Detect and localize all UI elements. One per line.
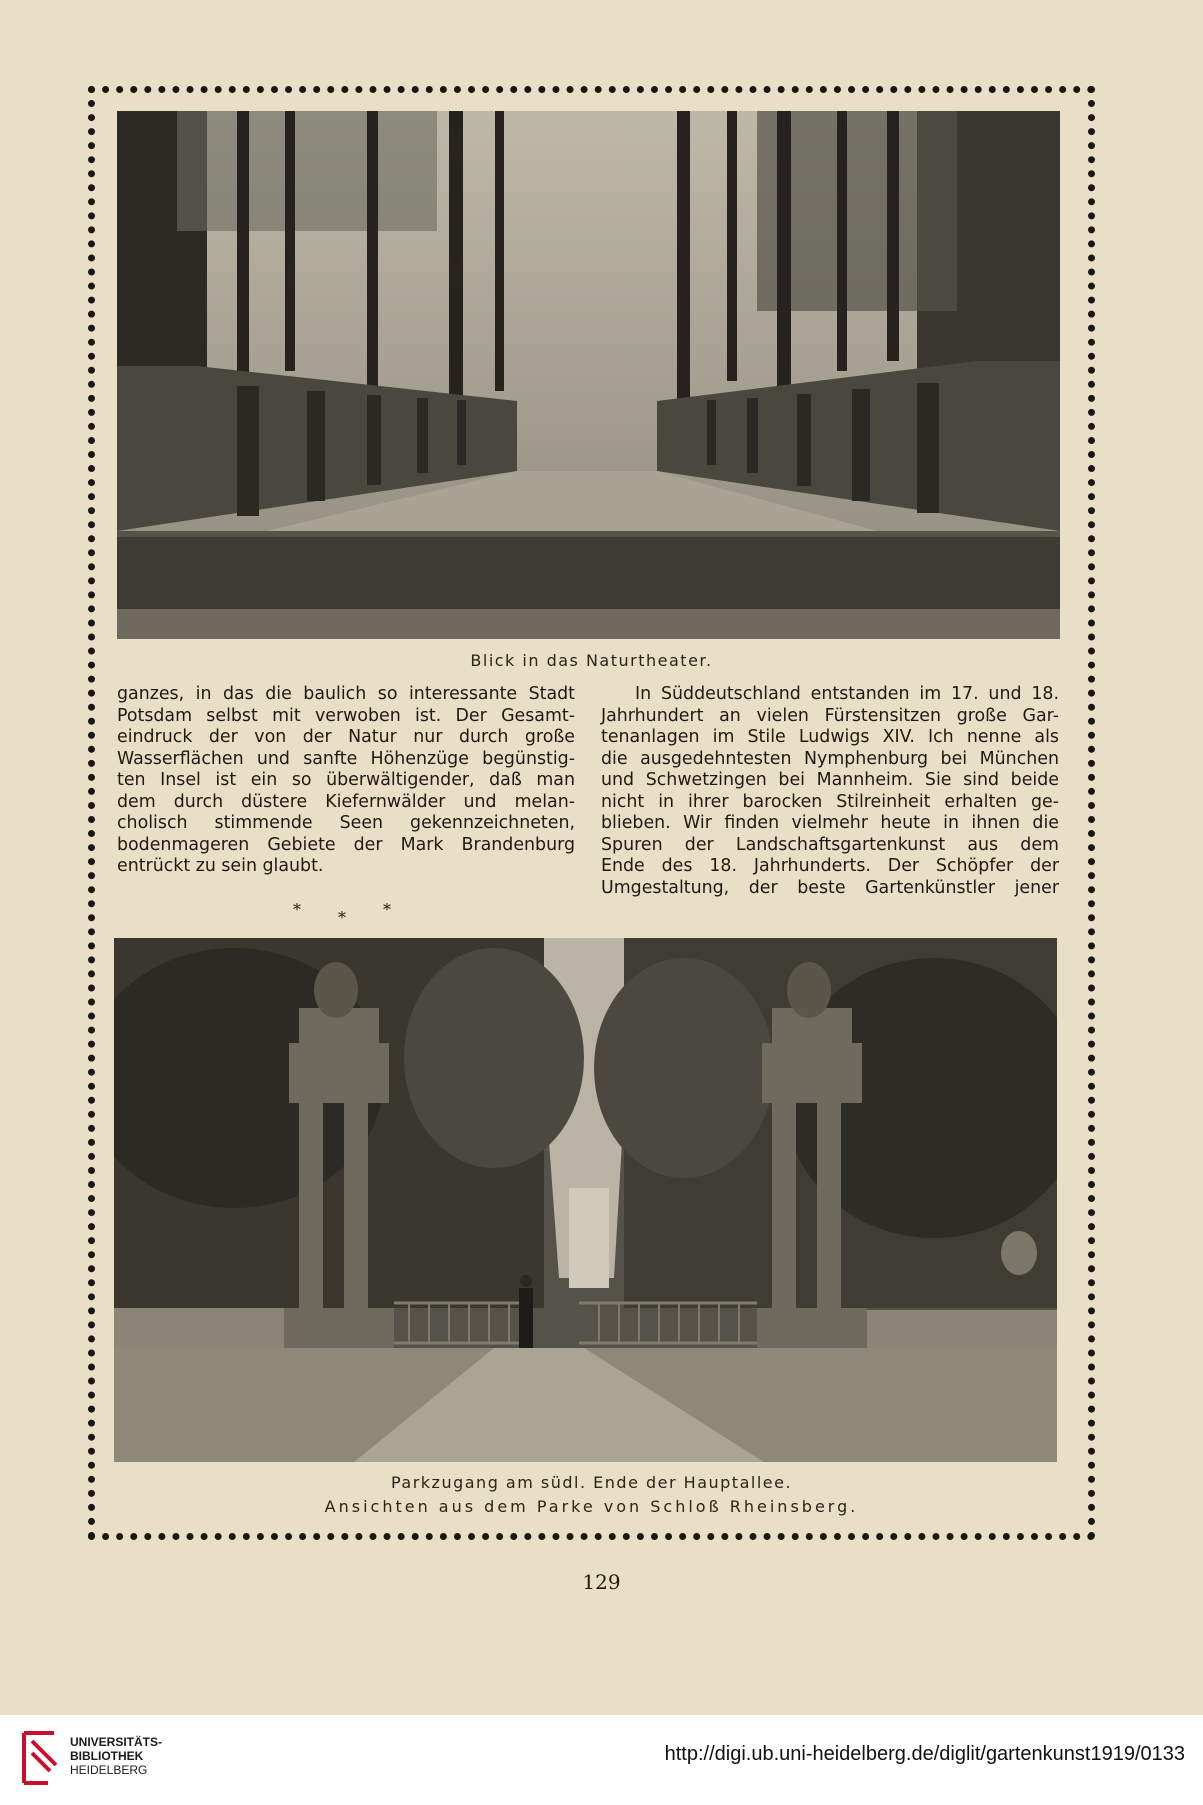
- separator-star: *: [338, 908, 346, 927]
- text-line: dem durch düstere Kiefernwälder und melan-: [117, 791, 575, 812]
- section-separator: [283, 900, 403, 927]
- library-line-2: BIBLIOTHEK: [70, 1749, 144, 1763]
- text-column-right: [601, 684, 1059, 899]
- library-line-3: HEIDELBERG: [70, 1763, 148, 1777]
- text-line: blieben. Wir finden vielmehr heute in ihnen die: [601, 813, 1059, 833]
- text-line: Potsdam selbst mit verwoben ist. Der Gesamt-: [117, 705, 575, 726]
- caption-series: Ansichten aus dem Parke von Schloß Rheinsberg.: [324, 1497, 859, 1516]
- caption-naturtheater: Blick in das Naturtheater.: [470, 651, 713, 670]
- caption-parkzugang: Parkzugang am südl. Ende der Hauptallee.: [390, 1473, 793, 1492]
- photo-naturtheater: [117, 111, 1060, 639]
- library-name: [70, 1735, 162, 1777]
- permalink-url[interactable]: http://digi.ub.uni-heidelberg.de/diglit/gartenkunst1919/0133: [664, 1743, 1185, 1765]
- text-line: Spuren der Landschaftsgartenkunst aus dem: [601, 834, 1059, 855]
- separator-star: *: [293, 900, 301, 919]
- text-line: Ende des 18. Jahrhunderts. Der Schöpfer der: [601, 856, 1059, 876]
- text-line: cholisch stimmende Seen gekennzeichneten,: [117, 813, 575, 833]
- text-line: tenanlagen im Stile Ludwigs XIV. Ich nenne als: [601, 727, 1059, 747]
- photo-parkzugang: [114, 938, 1057, 1462]
- text-column-left: [117, 684, 575, 878]
- text-line: Umgestaltung, der beste Gartenkünstler jener: [601, 877, 1059, 898]
- ub-heidelberg-logo-icon: [18, 1729, 62, 1787]
- digitization-footer: [0, 1715, 1203, 1805]
- text-line: und Schwetzingen bei Mannheim. Sie sind beide: [601, 770, 1059, 790]
- text-line: eindruck der von der Natur nur durch große: [117, 727, 575, 747]
- text-line: nicht in ihrer barocken Stilreinheit erhalten ge-: [601, 791, 1059, 812]
- text-line: bodenmageren Gebiete der Mark Brandenburg: [117, 834, 575, 855]
- text-line: Jahrhundert an vielen Fürstensitzen große Gar-: [601, 705, 1059, 726]
- page-number: 129: [582, 1570, 621, 1594]
- text-line: entrückt zu sein glaubt.: [117, 856, 324, 876]
- text-line: ganzes, in das die baulich so interessante Stadt: [117, 684, 575, 704]
- text-line: Wasserflächen und sanfte Höhenzüge begünstig-: [117, 748, 575, 769]
- text-line: die ausgedehntesten Nymphenburg bei München: [601, 748, 1059, 769]
- library-line-1: UNIVERSITÄTS-: [70, 1735, 163, 1749]
- text-line: In Süddeutschland entstanden im 17. und 18.: [635, 684, 1059, 704]
- text-line: ten Insel ist ein so überwältigender, daß man: [117, 770, 575, 790]
- separator-star: *: [383, 900, 391, 919]
